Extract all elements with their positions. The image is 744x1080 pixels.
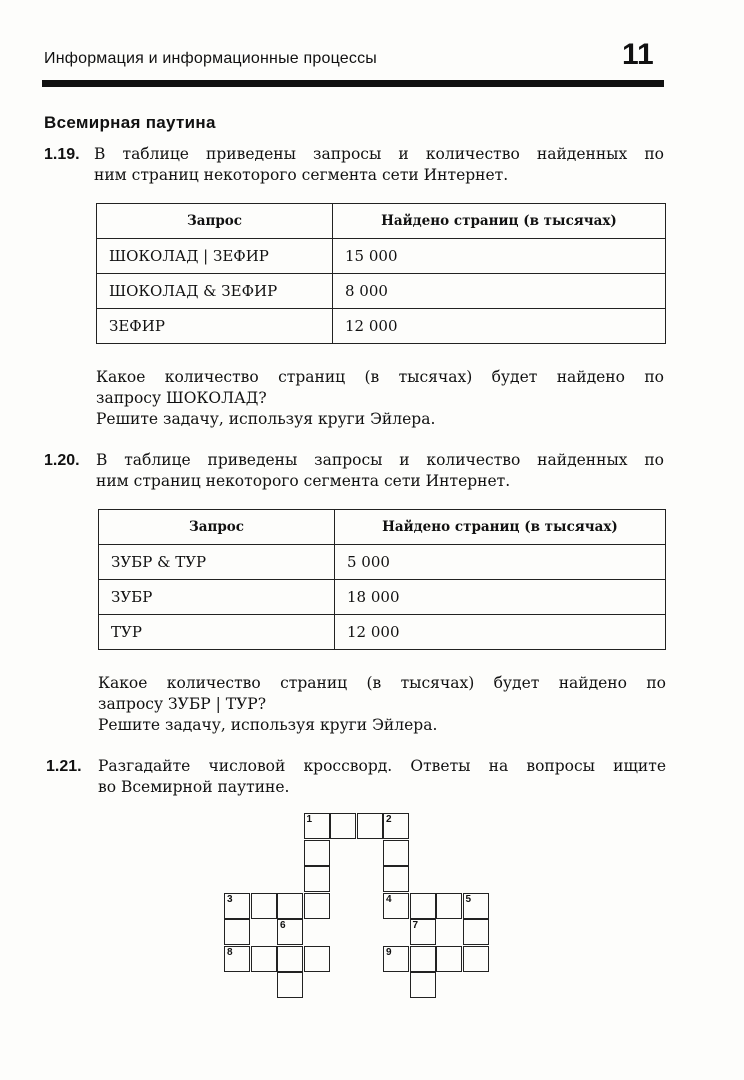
- crossword-cell: [277, 972, 303, 998]
- table-cell-pages: 18 000: [335, 580, 666, 615]
- task-1-19-question-line-1: Какое количество страниц (в тысячах) будет найдено по: [96, 368, 664, 386]
- task-1-20-question-line-2: запросу ЗУБР | ТУР?: [98, 695, 267, 713]
- crossword-clue-number: 2: [386, 814, 392, 825]
- crossword-cell: [410, 946, 436, 972]
- crossword-cell: [383, 893, 409, 919]
- crossword-clue-number: 8: [227, 946, 233, 958]
- table-header-cell: Найдено страниц (в тысячах): [333, 204, 666, 239]
- table-header-cell: Запрос: [97, 204, 333, 239]
- task-1-21-text-line-1: Разгадайте числовой кроссворд. Ответы на вопросы ищите: [98, 757, 666, 775]
- crossword-cell: [436, 946, 462, 972]
- crossword-cell: [224, 946, 250, 972]
- crossword-cell: [383, 866, 409, 892]
- crossword-cell: [224, 893, 250, 919]
- crossword-cell: [277, 946, 303, 972]
- crossword-cell: [436, 893, 462, 919]
- crossword-cell: [357, 813, 383, 839]
- crossword-cell: [383, 946, 409, 972]
- crossword-cell: [463, 893, 489, 919]
- crossword-clue-number: 4: [386, 893, 392, 905]
- crossword-cell: [304, 893, 330, 919]
- task-1-20-question-line-3: Решите задачу, используя круги Эйлера.: [98, 716, 438, 734]
- table-cell-query: ШОКОЛАД & ЗЕФИР: [97, 274, 333, 309]
- crossword-cell: [410, 919, 436, 945]
- table-cell-pages: 5 000: [335, 545, 666, 580]
- crossword-cell: [383, 840, 409, 866]
- crossword-cell: [410, 893, 436, 919]
- task-1-19-intro-line-2: ним страниц некоторого сегмента сети Интернет.: [94, 166, 509, 184]
- task-1-19-intro-line-1: В таблице приведены запросы и количество найденных по: [94, 145, 664, 163]
- crossword-cell: [304, 946, 330, 972]
- crossword-cell: [224, 919, 250, 945]
- table-cell-query: ТУР: [99, 615, 335, 650]
- task-number-1-21: 1.21.: [46, 758, 82, 775]
- task-1-20-intro-line-1: В таблице приведены запросы и количество найденных по: [96, 451, 664, 469]
- crossword-clue-number: 1: [306, 814, 313, 825]
- table-cell-pages: 15 000: [333, 239, 666, 274]
- table-cell-query: ЗУБР & ТУР: [99, 545, 335, 580]
- crossword-cell: [330, 813, 356, 839]
- task-1-19-question-line-2: запросу ШОКОЛАД?: [96, 389, 267, 407]
- task-1-20-intro-line-2: ним страниц некоторого сегмента сети Интернет.: [96, 472, 511, 490]
- task-1-21-text-line-2: во Всемирной паутине.: [98, 778, 290, 796]
- table-header-cell: Найдено страниц (в тысячах): [335, 510, 666, 545]
- crossword-cell: [277, 919, 303, 945]
- table-cell-pages: 12 000: [335, 615, 666, 650]
- crossword-clue-number: 5: [465, 893, 472, 905]
- crossword-cell: [304, 866, 330, 892]
- crossword-clue-number: 6: [280, 920, 286, 931]
- crossword-cell: [277, 893, 303, 919]
- crossword-clue-number: 9: [386, 946, 392, 958]
- crossword-cell: [410, 972, 436, 998]
- crossword-cell: [251, 893, 277, 919]
- crossword-cell: [463, 919, 489, 945]
- task-1-20-question-line-1: Какое количество страниц (в тысячах) будет найдено по: [98, 674, 666, 692]
- table-cell-pages: 8 000: [333, 274, 666, 309]
- table-cell-pages: 12 000: [333, 309, 666, 344]
- crossword-clue-number: 3: [227, 893, 233, 905]
- task-number-1-20: 1.20.: [44, 452, 80, 469]
- table-cell-query: ЗУБР: [99, 580, 335, 615]
- crossword-clue-number: 7: [412, 920, 419, 931]
- section-title: Всемирная паутина: [44, 113, 216, 132]
- crossword-cell: [251, 946, 277, 972]
- task-1-19-question-line-3: Решите задачу, используя круги Эйлера.: [96, 410, 436, 428]
- crossword-cell: [304, 813, 330, 839]
- table-cell-query: ШОКОЛАД | ЗЕФИР: [97, 239, 333, 274]
- crossword-cell: [304, 840, 330, 866]
- running-title: Информация и информационные процессы: [44, 50, 377, 67]
- page-number: 11: [622, 38, 654, 71]
- table-cell-query: ЗЕФИР: [97, 309, 333, 344]
- crossword-cell: [383, 813, 409, 839]
- task-number-1-19: 1.19.: [44, 146, 80, 163]
- crossword-cell: [463, 946, 489, 972]
- table-header-cell: Запрос: [99, 510, 335, 545]
